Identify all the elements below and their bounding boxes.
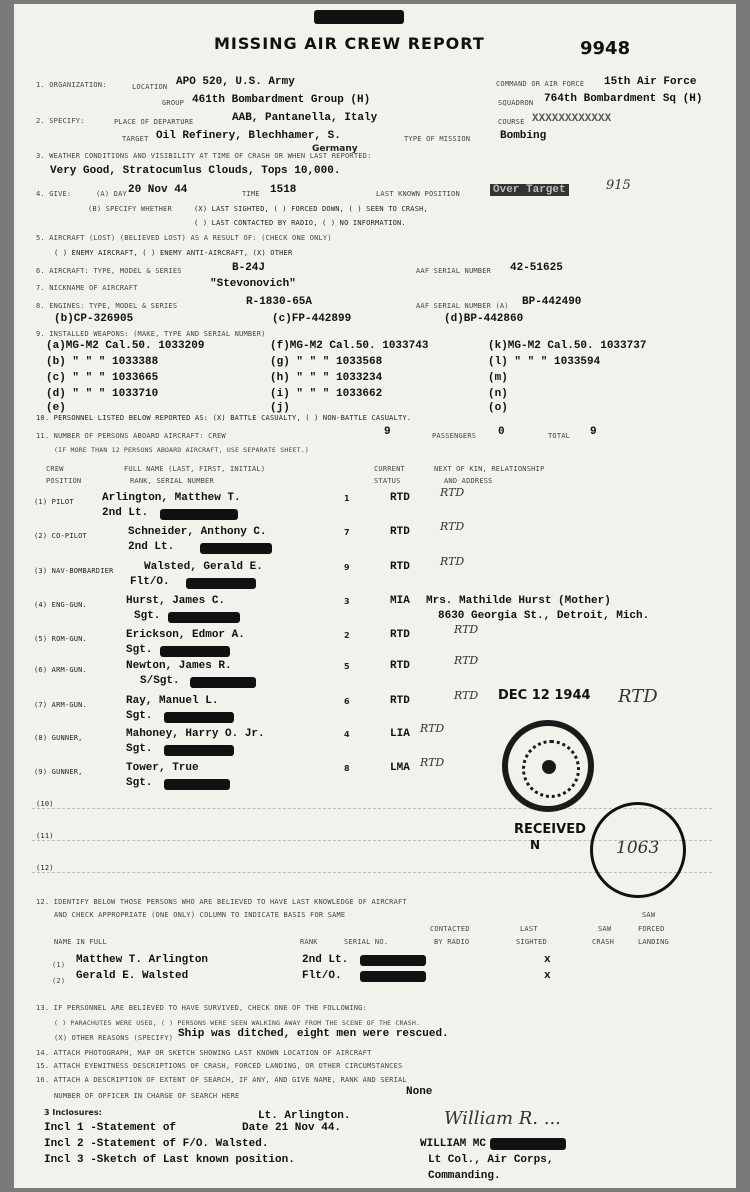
s12-head-last2: SIGHTED: [516, 938, 547, 946]
witness-rank: 2nd Lt.: [302, 954, 349, 966]
crew-pen: RTD: [440, 486, 465, 499]
crew-name: Hurst, James C.: [126, 595, 226, 607]
s2-target-label: TARGET: [122, 135, 149, 143]
serial-redaction: [360, 971, 426, 982]
crew-pen: RTD: [454, 623, 479, 636]
s2-course-label: COURSE: [498, 118, 525, 126]
crew-name: Erickson, Edmor A.: [126, 629, 245, 641]
s6-aaf-label: AAF SERIAL NUMBER: [416, 267, 492, 275]
crew-status: RTD: [390, 492, 410, 504]
s4-lastpos-label: LAST KNOWN POSITION: [376, 190, 460, 198]
s11-pass: 0: [498, 426, 505, 438]
crew-mark: 8: [344, 764, 350, 773]
s2-mission: Bombing: [500, 130, 547, 142]
crew-head-position: CREW: [46, 465, 64, 473]
s12-label: 12. IDENTIFY BELOW THOSE PERSONS WHO ARE BELIEVED TO HAVE LAST KNOWLEDGE OF AIRCRAFT: [36, 898, 407, 906]
s11-note: (IF MORE THAN 12 PERSONS ABOARD AIRCRAFT, USE SEPARATE SHEET.): [54, 446, 310, 454]
s16-label: 16. ATTACH A DESCRIPTION OF EXTENT OF SEARCH, IF ANY, AND GIVE NAME, RANK AND SERIAL: [36, 1076, 407, 1084]
s7-value: "Stevonovich": [210, 278, 296, 290]
s4-time: 1518: [270, 184, 297, 196]
crew-rank: Sgt.: [126, 710, 153, 722]
s12-head-forced3: LANDING: [638, 938, 669, 946]
witness-name: Matthew T. Arlington: [76, 954, 209, 966]
round-seal-stamp: [502, 720, 594, 812]
s6-label: 6. AIRCRAFT: TYPE, MODEL & SERIES: [36, 267, 182, 275]
crew-pen: RTD: [420, 722, 445, 735]
weapon-b: (b) " " " 1033388: [46, 356, 159, 368]
witness-mark: x: [544, 954, 551, 966]
s12-label2: AND CHECK APPROPRIATE (ONE ONLY) COLUMN TO INDICATE BASIS FOR SAME: [54, 911, 346, 919]
s1-location-label: LOCATION: [132, 83, 168, 91]
commander-name: WILLIAM MC: [420, 1138, 487, 1150]
s3-label: 3. WEATHER CONDITIONS AND VISIBILITY AT TIME OF CRASH OR WHEN LAST REPORTED:: [36, 152, 372, 160]
witness-rank: Flt/O.: [302, 970, 342, 982]
crew-position: (10): [36, 800, 54, 808]
crew-status: RTD: [390, 660, 410, 672]
s2-label: 2. SPECIFY:: [36, 117, 85, 125]
s8-b: (b)CP-326905: [54, 313, 134, 325]
crew-status: RTD: [390, 695, 410, 707]
witness-number: (2): [52, 977, 66, 985]
s13-other: Ship was ditched, eight men were rescued.: [178, 1028, 449, 1040]
crew-position: (1) PILOT: [34, 498, 74, 506]
crew-head-status: CURRENT: [374, 465, 405, 473]
crew-mark: 2: [344, 631, 350, 640]
crew-status: LMA: [390, 762, 410, 774]
s8-a: BP-442490: [522, 296, 582, 308]
weapon-j: (j): [270, 402, 290, 414]
s5-label: 5. AIRCRAFT (LOST) (BELIEVED LOST) AS A RESULT OF: (CHECK ONE ONLY): [36, 234, 332, 242]
serial-redaction: [168, 612, 240, 623]
s4-lastpos: Over Target: [490, 184, 569, 196]
s7-label: 7. NICKNAME OF AIRCRAFT: [36, 284, 138, 292]
crew-name: Ray, Manuel L.: [126, 695, 219, 707]
crew-position: (6) ARM-GUN.: [34, 666, 87, 674]
enclosure-2: Incl 2 -Statement of F/O. Walsted.: [44, 1138, 269, 1150]
crew-rank: S/Sgt.: [140, 675, 180, 687]
s8-aaf-label: AAF SERIAL NUMBER (A): [416, 302, 509, 310]
s1-command-label: COMMAND OR AIR FORCE: [496, 80, 585, 88]
crew-mark: 4: [344, 730, 350, 739]
crew-kin: Mrs. Mathilde Hurst (Mother): [426, 595, 611, 607]
enclosure-1: Incl 1 -Statement of: [44, 1122, 177, 1134]
s1-location: APO 520, U.S. Army: [176, 76, 295, 88]
s1-squadron-label: SQUADRON: [498, 99, 534, 107]
s13-other-label: (X) OTHER REASONS (SPECIFY): [54, 1034, 174, 1042]
enclosures-label: 3 Inclosures:: [44, 1108, 102, 1117]
weapon-o: (o): [488, 402, 508, 414]
s4-opt2: ( ) LAST CONTACTED BY RADIO, ( ) NO INFORMATION.: [194, 219, 406, 227]
s8-label: 8. ENGINES: TYPE, MODEL & SERIES: [36, 302, 178, 310]
weapon-e: (e): [46, 402, 66, 414]
crew-pen: RTD: [440, 520, 465, 533]
s5-opts: ( ) ENEMY AIRCRAFT, ( ) ENEMY ANTI-AIRCRAFT, (X) OTHER: [54, 249, 293, 257]
crew-position: (3) NAV-BOMBARDIER: [34, 567, 114, 575]
crew-position: (5) ROM-GUN.: [34, 635, 87, 643]
enclosure-1-date: Date 21 Nov 44.: [242, 1122, 342, 1134]
crew-name: Newton, James R.: [126, 660, 232, 672]
crew-mark: 1: [344, 494, 350, 503]
crew-head-position-b: POSITION: [46, 477, 82, 485]
crew-position: (4) ENG-GUN.: [34, 601, 87, 609]
s12-head-rank: RANK: [300, 938, 318, 946]
s11-label: 11. NUMBER OF PERSONS ABOARD AIRCRAFT: CREW: [36, 432, 226, 440]
crew-mark: 6: [344, 697, 350, 706]
s12-head-last: LAST: [520, 925, 538, 933]
witness-name: Gerald E. Walsted: [76, 970, 189, 982]
weapon-h: (h) " " " 1033234: [270, 372, 383, 384]
s12-head-forced2: FORCED: [638, 925, 665, 933]
crew-status: RTD: [390, 526, 410, 538]
s6-value: B-24J: [232, 262, 266, 274]
s12-head-saw: SAW: [598, 925, 612, 933]
s4-opt1: (X) LAST SIGHTED, ( ) FORCED DOWN, ( ) SEEN TO CRASH,: [194, 205, 428, 213]
serial-redaction: [160, 509, 238, 520]
crew-status: RTD: [390, 561, 410, 573]
serial-redaction: [164, 712, 234, 723]
crew-mark: 9: [344, 563, 350, 572]
s3-handwritten: Germany: [312, 144, 358, 154]
crew-name: Schneider, Anthony C.: [128, 526, 267, 538]
s8-c: (c)FP-442899: [272, 313, 352, 325]
weapon-l: (l) " " " 1033594: [488, 356, 601, 368]
weapon-n: (n): [488, 388, 508, 400]
s4-label: 4. GIVE:: [36, 190, 72, 198]
weapon-f: (f)MG-M2 Cal.50. 1033743: [270, 340, 429, 352]
s1-label: 1. ORGANIZATION:: [36, 81, 107, 89]
serial-redaction: [200, 543, 272, 554]
s13-label: 13. IF PERSONNEL ARE BELIEVED TO HAVE SURVIVED, CHECK ONE OF THE FOLLOWING:: [36, 1004, 368, 1012]
s4-date-label: (A) DAY: [96, 190, 127, 198]
crew-mark: 5: [344, 662, 350, 671]
enclosure-1-name: Lt. Arlington.: [258, 1110, 351, 1122]
crew-rank: 2nd Lt.: [102, 507, 149, 519]
crew-pen: RTD: [454, 689, 479, 702]
s8-d: (d)BP-442860: [444, 313, 524, 325]
crew-status: LIA: [390, 728, 410, 740]
s4-pen-note: 915: [606, 178, 631, 193]
received-pen: 1063: [616, 838, 660, 858]
commander-title-2: Commanding.: [428, 1170, 501, 1182]
crew-rank: Sgt.: [126, 644, 153, 656]
crew-head-name: FULL NAME (LAST, FIRST, INITIAL): [124, 465, 266, 473]
serial-redaction: [164, 779, 230, 790]
s8-value: R-1830-65A: [246, 296, 313, 308]
s12-head-contact: CONTACTED: [430, 925, 470, 933]
crew-name: Walsted, Gerald E.: [144, 561, 263, 573]
serial-redaction: [190, 677, 256, 688]
weapon-i: (i) " " " 1033662: [270, 388, 383, 400]
s4-time-label: TIME: [242, 190, 260, 198]
s12-head-saw2: CRASH: [592, 938, 615, 946]
date-stamp: DEC 12 1944: [498, 688, 591, 703]
crew-mark: 7: [344, 528, 350, 537]
crew-pen: RTD: [440, 555, 465, 568]
weapon-g: (g) " " " 1033568: [270, 356, 383, 368]
crew-status: RTD: [390, 629, 410, 641]
crew-name: Mahoney, Harry O. Jr.: [126, 728, 265, 740]
enclosure-3: Incl 3 -Sketch of Last known position.: [44, 1154, 295, 1166]
crew-rank: Sgt.: [126, 743, 153, 755]
crew-status: MIA: [390, 595, 410, 607]
crew-rank: 2nd Lt.: [128, 541, 175, 553]
crew-position: (11): [36, 832, 54, 840]
date-stamp-pen: RTD: [618, 686, 658, 707]
s15-label: 15. ATTACH EYEWITNESS DESCRIPTIONS OF CRASH, FORCED LANDING, OR OTHER CIRCUMSTANCES: [36, 1062, 403, 1070]
crew-rank: Sgt.: [134, 610, 161, 622]
s1-group: 461th Bombardment Group (H): [192, 94, 371, 106]
s1-squadron: 764th Bombardment Sq (H): [544, 93, 703, 105]
crew-position: (9) GUNNER,: [34, 768, 83, 776]
crew-position: (12): [36, 864, 54, 872]
s12-head-contact2: BY RADIO: [434, 938, 470, 946]
crew-position: (7) ARM-GUN.: [34, 701, 87, 709]
weapon-a: (a)MG-M2 Cal.50. 1033209: [46, 340, 205, 352]
crew-head-status-b: STATUS: [374, 477, 401, 485]
s11-total-label: TOTAL: [548, 432, 571, 440]
crew-pen: RTD: [420, 756, 445, 769]
report-page: [14, 4, 736, 1188]
crew-head-kin: NEXT OF KIN, RELATIONSHIP: [434, 465, 545, 473]
received-stamp: RECEIVED: [514, 822, 586, 837]
s6-aaf: 42-51625: [510, 262, 563, 274]
witness-number: (1): [52, 961, 66, 969]
s12-head-forced1: SAW: [642, 911, 656, 919]
crew-rank: Sgt.: [126, 777, 153, 789]
s11-pass-label: PASSENGERS: [432, 432, 477, 440]
rule-line: [32, 808, 712, 809]
weapon-c: (c) " " " 1033665: [46, 372, 159, 384]
witness-mark: x: [544, 970, 551, 982]
s2-departure-label: PLACE OF DEPARTURE: [114, 118, 194, 126]
name-redaction: [490, 1138, 566, 1150]
crew-rank: Flt/O.: [130, 576, 170, 588]
s2-departure: AAB, Pantanella, Italy: [232, 112, 378, 124]
crew-position: (2) CO-PILOT: [34, 532, 87, 540]
s1-command: 15th Air Force: [604, 76, 697, 88]
s11-total: 9: [590, 426, 597, 438]
round-seal-center: [542, 760, 556, 774]
s1-group-label: GROUP: [162, 99, 185, 107]
crew-name: Tower, True: [126, 762, 199, 774]
serial-redaction: [186, 578, 256, 589]
crew-head-name-b: RANK, SERIAL NUMBER: [130, 477, 214, 485]
crew-position: (8) GUNNER,: [34, 734, 83, 742]
received-number-label: N: [530, 838, 541, 852]
report-number: 9948: [580, 38, 631, 59]
weapon-d: (d) " " " 1033710: [46, 388, 159, 400]
top-redaction: [314, 10, 404, 24]
commander-signature: William R. ...: [444, 1108, 561, 1129]
s2-target: Oil Refinery, Blechhamer, S.: [156, 130, 341, 142]
s12-head-serial: SERIAL NO.: [344, 938, 389, 946]
s4-date: 20 Nov 44: [128, 184, 188, 196]
s2-mission-label: TYPE OF MISSION: [404, 135, 471, 143]
s12-head-name: NAME IN FULL: [54, 938, 107, 946]
crew-name: Arlington, Matthew T.: [102, 492, 241, 504]
s2-course: XXXXXXXXXXXX: [532, 113, 612, 125]
serial-redaction: [164, 745, 234, 756]
serial-redaction: [360, 955, 426, 966]
commander-title-1: Lt Col., Air Corps,: [428, 1154, 554, 1166]
s13-opt: ( ) PARACHUTES WERE USED, ( ) PERSONS WERE SEEN WALKING AWAY FROM THE SCENE OF THE CRASH.: [54, 1019, 421, 1027]
s11-crew: 9: [384, 426, 391, 438]
crew-kin-address: 8630 Georgia St., Detroit, Mich.: [438, 610, 650, 622]
crew-head-kin-b: AND ADDRESS: [444, 477, 493, 485]
s10-label: 10. PERSONNEL LISTED BELOW REPORTED AS: (X) BATTLE CASUALTY, ( ) NON-BATTLE CASUALTY.: [36, 414, 412, 422]
weapon-m: (m): [488, 372, 508, 384]
s4-b-label: (B) SPECIFY WHETHER: [88, 205, 172, 213]
crew-pen: RTD: [454, 654, 479, 667]
report-title: MISSING AIR CREW REPORT: [214, 34, 485, 53]
s9-label: 9. INSTALLED WEAPONS: (MAKE, TYPE AND SERIAL NUMBER): [36, 330, 266, 338]
s3-value: Very Good, Stratocumlus Clouds, Tops 10,000.: [50, 165, 341, 177]
serial-redaction: [160, 646, 230, 657]
s16-value: None: [406, 1086, 433, 1098]
crew-mark: 3: [344, 597, 350, 606]
weapon-k: (k)MG-M2 Cal.50. 1033737: [488, 340, 647, 352]
s14-label: 14. ATTACH PHOTOGRAPH, MAP OR SKETCH SHOWING LAST KNOWN LOCATION OF AIRCRAFT: [36, 1049, 372, 1057]
s16-label-b: NUMBER OF OFFICER IN CHARGE OF SEARCH HERE: [54, 1092, 240, 1100]
